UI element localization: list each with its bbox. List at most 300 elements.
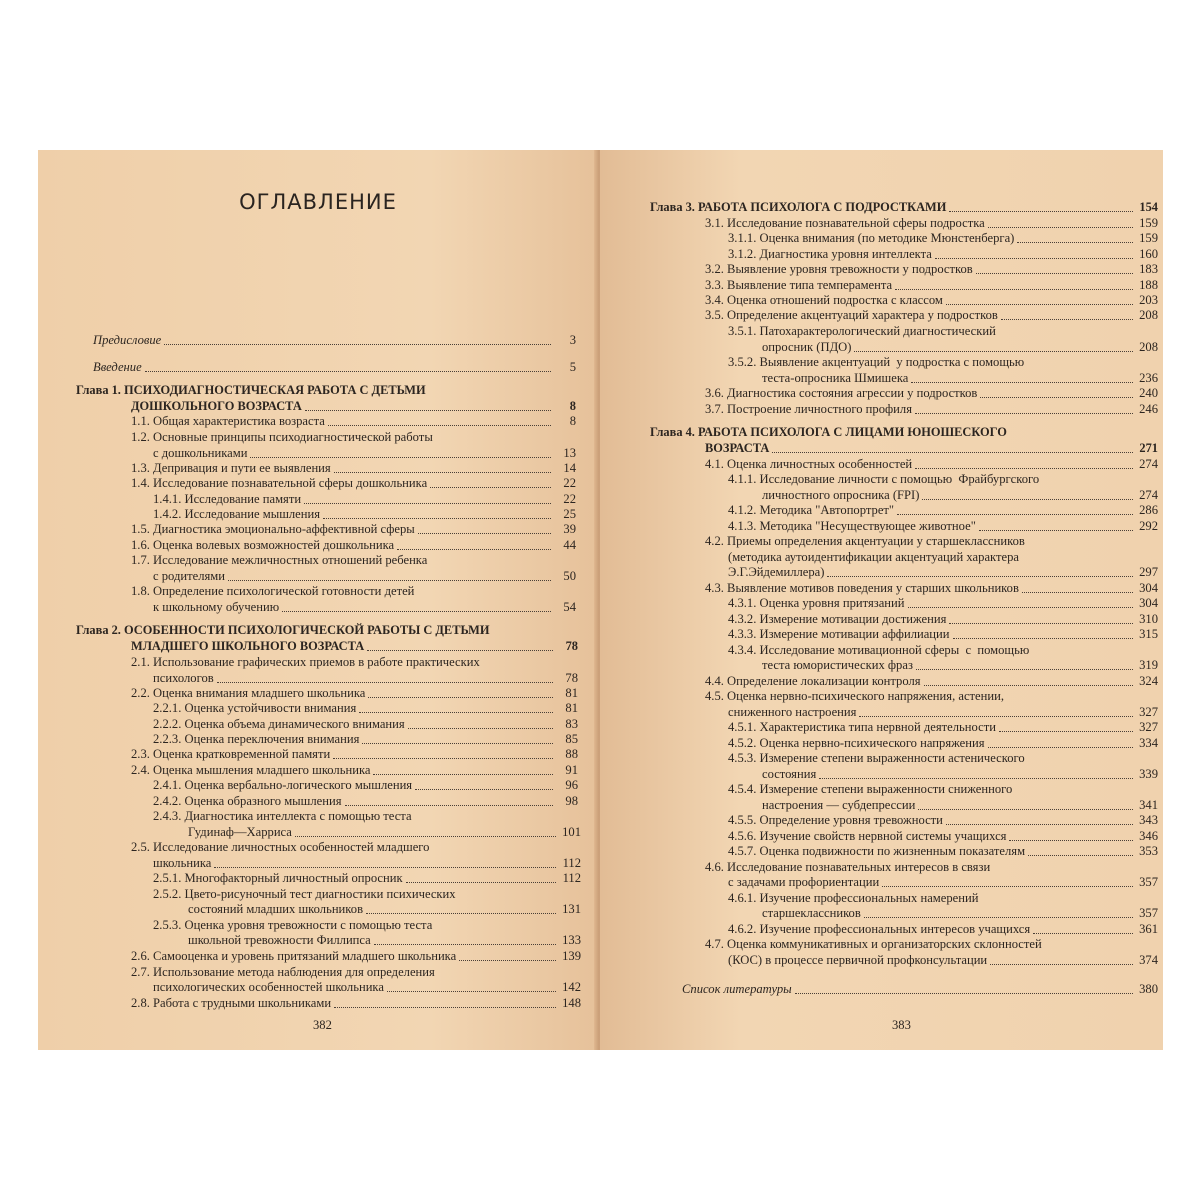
toc-entry-title: Глава 4. РАБОТА ПСИХОЛОГА С ЛИЦАМИ ЮНОШЕСКОГО [650, 425, 1007, 439]
toc-entry-title: теста-опросника Шмишека [762, 371, 909, 385]
toc-entry-title: 4.5.2. Оценка нервно-психического напряжения [728, 736, 985, 750]
toc-entry [762, 371, 1158, 386]
toc-entry-page: 188 [1139, 278, 1158, 292]
toc-entry-page: 101 [562, 825, 581, 839]
toc-entry-page: 286 [1139, 503, 1158, 517]
toc-entry-title: школьника [153, 856, 212, 870]
dot-leader [250, 457, 551, 458]
toc-entry [705, 674, 1158, 689]
toc-entry-title: 4.3.1. Оценка уровня притязаний [728, 596, 905, 610]
toc-entry-page: 310 [1139, 612, 1158, 626]
dot-leader [328, 425, 551, 426]
toc-entry-title: 2.3. Оценка кратковременной памяти [131, 747, 331, 761]
dot-leader [406, 882, 556, 883]
toc-entry-title: психологов [153, 671, 214, 685]
page-number-right: 383 [892, 1018, 911, 1032]
toc-entry-page: 334 [1139, 736, 1158, 750]
dot-leader [988, 227, 1133, 228]
toc-entry-page: 361 [1139, 922, 1158, 936]
dot-leader [795, 993, 1133, 994]
toc-entry-page: 271 [1139, 441, 1158, 455]
toc-entry [131, 476, 576, 491]
dot-leader [214, 867, 556, 868]
toc-entry-title: Предисловие [93, 333, 162, 347]
toc-entry-page: 357 [1139, 875, 1158, 889]
toc-entry-page: 139 [562, 949, 581, 963]
toc-entry-page: 346 [1139, 829, 1158, 843]
toc-entry-page: 88 [565, 747, 578, 761]
toc-entry-title: 4.1.3. Методика "Несуществующее животное" [728, 519, 976, 533]
toc-entry-title: 1.8. Определение психологической готовности детей [131, 584, 415, 598]
toc-entry-page: 327 [1139, 705, 1158, 719]
toc-entry-title: 4.5.6. Изучение свойств нервной системы учащихся [728, 829, 1007, 843]
toc-entry-title: к школьному обучению [153, 600, 280, 614]
toc-entry-title: 1.4.1. Исследование памяти [153, 492, 302, 506]
toc-entry-title: 3.1.2. Диагностика уровня интеллекта [728, 247, 932, 261]
toc-entry-title: 3.6. Диагностика состояния агрессии у подростков [705, 386, 978, 400]
dot-leader [854, 351, 1133, 352]
toc-entry [762, 906, 1158, 921]
toc-entry-title: Глава 3. РАБОТА ПСИХОЛОГА С ПОДРОСТКАМИ [650, 200, 947, 214]
toc-entry [728, 612, 1158, 627]
toc-entry [93, 333, 576, 348]
toc-entry-title: 3.2. Выявление уровня тревожности у подростков [705, 262, 973, 276]
dot-leader [334, 472, 551, 473]
toc-entry [762, 488, 1158, 503]
toc-entry-title: с задачами профориентации [728, 875, 880, 889]
toc-entry-title: ДОШКОЛЬНОГО ВОЗРАСТА [131, 399, 302, 413]
toc-entry [728, 519, 1158, 534]
dot-leader [459, 960, 556, 961]
toc-entry [131, 414, 576, 429]
dot-leader [1033, 933, 1133, 934]
toc-entry [131, 996, 581, 1011]
toc-entry-title: 2.2. Оценка внимания младшего школьника [131, 686, 366, 700]
toc-entry-title: 4.6.2. Изучение профессиональных интересов учащихся [728, 922, 1031, 936]
toc-entry [131, 430, 433, 445]
dot-leader [418, 533, 551, 534]
dot-leader [430, 487, 551, 488]
toc-entry-title: школьной тревожности Филлипса [188, 933, 371, 947]
toc-entry-page: 148 [562, 996, 581, 1010]
toc-entry-title: настроения — субдепрессии [762, 798, 916, 812]
toc-entry-title: 2.2.2. Оценка объема динамического внимания [153, 717, 405, 731]
toc-entry [131, 538, 576, 553]
toc-entry-title: 3.1.1. Оценка внимания (по методике Мюнстенберга) [728, 231, 1015, 245]
toc-entry [728, 782, 1012, 797]
toc-entry-page: 98 [565, 794, 578, 808]
dot-leader [367, 650, 553, 651]
toc-entry-title: Э.Г.Эйдемиллера) [728, 565, 825, 579]
toc-entry-page: 50 [563, 569, 576, 583]
toc-entry [728, 705, 1158, 720]
toc-entry-page: 159 [1139, 231, 1158, 245]
toc-entry [153, 717, 578, 732]
toc-entry [705, 534, 1025, 549]
toc-entry-title: 4.5.7. Оценка подвижности по жизненным показателям [728, 844, 1026, 858]
toc-entry [705, 441, 1158, 456]
toc-entry [728, 627, 1158, 642]
left-toc-entries [38, 150, 598, 1050]
toc-entry-page: 81 [565, 701, 578, 715]
toc-entry [131, 461, 576, 476]
toc-entry-title: опросник (ПДО) [762, 340, 852, 354]
toc-entry-page: 154 [1139, 200, 1158, 214]
toc-entry-title: 1.7. Исследование межличностных отношений ребенка [131, 553, 428, 567]
toc-entry-title: 3.5. Определение акцентуаций характера у подростков [705, 308, 998, 322]
toc-entry [188, 902, 581, 917]
toc-entry-page: 324 [1139, 674, 1158, 688]
dot-leader [915, 413, 1133, 414]
toc-entry [705, 216, 1158, 231]
toc-entry [153, 671, 578, 686]
toc-entry [131, 763, 578, 778]
toc-entry-page: 203 [1139, 293, 1158, 307]
toc-entry-title: 4.5.1. Характеристика типа нервной деятельности [728, 720, 996, 734]
dot-leader [819, 778, 1133, 779]
dot-leader [304, 503, 551, 504]
toc-entry-page: 39 [563, 522, 576, 536]
toc-entry-title: 2.4. Оценка мышления младшего школьника [131, 763, 371, 777]
toc-entry [728, 875, 1158, 890]
toc-entry [728, 596, 1158, 611]
toc-entry-title: 4.1. Оценка личностных особенностей [705, 457, 913, 471]
dot-leader [374, 944, 556, 945]
toc-entry [153, 446, 576, 461]
dot-leader [911, 382, 1133, 383]
dot-leader [333, 758, 553, 759]
toc-entry-title: 2.5. Исследование личностных особенностей младшего [131, 840, 430, 854]
toc-entry-page: 14 [563, 461, 576, 475]
toc-entry-title: с дошкольниками [153, 446, 248, 460]
toc-entry-page: 236 [1139, 371, 1158, 385]
toc-entry-title: Введение [93, 360, 142, 374]
toc-entry [728, 355, 1024, 370]
toc-entry [76, 383, 426, 398]
dot-leader [908, 607, 1133, 608]
toc-entry-page: 374 [1139, 953, 1158, 967]
toc-entry-page: 292 [1139, 519, 1158, 533]
dot-leader [864, 917, 1133, 918]
toc-entry-title: 4.5. Оценка нервно-психического напряжения, астении, [705, 689, 1005, 703]
dot-leader [990, 964, 1133, 965]
toc-entry [153, 600, 576, 615]
toc-entry [131, 655, 480, 670]
toc-entry [188, 825, 581, 840]
dot-leader [415, 789, 553, 790]
toc-entry-page: 304 [1139, 596, 1158, 610]
right-toc-entries [600, 150, 1163, 1050]
toc-entry [705, 402, 1158, 417]
toc-entry-title: 2.1. Использование графических приемов в работе практических [131, 655, 480, 669]
toc-entry-title: 4.1.2. Методика "Автопортрет" [728, 503, 895, 517]
dot-leader [999, 731, 1133, 732]
toc-entry-title: 1.6. Оценка волевых возможностей дошкольника [131, 538, 395, 552]
dot-leader [282, 611, 551, 612]
toc-entry-title: 4.3.3. Измерение мотивации аффилиации [728, 627, 950, 641]
toc-entry [153, 507, 576, 522]
toc-entry [705, 689, 1004, 704]
dot-leader [953, 638, 1133, 639]
toc-entry-title: 1.5. Диагностика эмоционально-аффективной сферы [131, 522, 415, 536]
dot-leader [897, 514, 1133, 515]
dot-leader [1022, 592, 1133, 593]
toc-entry-page: 343 [1139, 813, 1158, 827]
toc-entry-title: Глава 2. ОСОБЕННОСТИ ПСИХОЛОГИЧЕСКОЙ РАБОТЫ С ДЕТЬМИ [76, 623, 490, 637]
toc-entry [131, 949, 581, 964]
dot-leader [859, 716, 1133, 717]
toc-entry-title: с родителями [153, 569, 225, 583]
toc-entry-page: 327 [1139, 720, 1158, 734]
toc-entry-page: 183 [1139, 262, 1158, 276]
toc-entry [728, 550, 1019, 565]
toc-entry [153, 732, 578, 747]
toc-entry-page: 240 [1139, 386, 1158, 400]
toc-entry-title: 3.1. Исследование познавательной сферы подростка [705, 216, 985, 230]
toc-entry [728, 829, 1158, 844]
page-number-left: 382 [313, 1018, 332, 1032]
toc-entry [728, 736, 1158, 751]
toc-entry-page: 357 [1139, 906, 1158, 920]
toc-entry [131, 686, 578, 701]
toc-entry [131, 584, 414, 599]
dot-leader [949, 211, 1133, 212]
toc-entry [728, 643, 1029, 658]
toc-entry-title: Гудинаф—Харриса [188, 825, 292, 839]
toc-entry [728, 324, 996, 339]
toc-entry-page: 83 [565, 717, 578, 731]
dot-leader [387, 991, 556, 992]
toc-entry-title: 4.6.1. Изучение профессиональных намерений [728, 891, 979, 905]
toc-entry-page: 142 [562, 980, 581, 994]
toc-entry-page: 54 [563, 600, 576, 614]
toc-entry-title: 1.3. Депривация и пути ее выявления [131, 461, 331, 475]
toc-entry-page: 8 [569, 399, 576, 413]
toc-entry-page: 341 [1139, 798, 1158, 812]
toc-entry-page: 131 [562, 902, 581, 916]
toc-entry-page: 91 [565, 763, 578, 777]
dot-leader [895, 289, 1133, 290]
toc-entry [728, 813, 1158, 828]
toc-entry [131, 639, 578, 654]
toc-entry [762, 767, 1158, 782]
toc-entry [153, 701, 578, 716]
toc-entry-page: 8 [569, 414, 576, 428]
toc-entry-title: 2.8. Работа с трудными школьниками [131, 996, 332, 1010]
book-spread [38, 150, 1163, 1050]
toc-entry [650, 200, 1158, 215]
toc-entry [728, 565, 1158, 580]
toc-entry-page: 319 [1139, 658, 1158, 672]
toc-entry [153, 809, 412, 824]
toc-entry-title: Глава 1. ПСИХОДИАГНОСТИЧЕСКАЯ РАБОТА С ДЕТЬМИ [76, 383, 426, 397]
dot-leader [323, 518, 551, 519]
toc-entry-page: 112 [562, 871, 581, 885]
dot-leader [946, 824, 1133, 825]
dot-leader [408, 728, 553, 729]
toc-entry-title: 1.4. Исследование познавательной сферы дошкольника [131, 476, 428, 490]
dot-leader [882, 886, 1133, 887]
dot-leader [949, 623, 1133, 624]
toc-entry [728, 953, 1158, 968]
toc-entry-title: психологических особенностей школьника [153, 980, 384, 994]
toc-entry-title: 4.6. Исследование познавательных интересов в связи [705, 860, 991, 874]
toc-entry-page: 96 [565, 778, 578, 792]
dot-leader [924, 685, 1133, 686]
toc-entry-title: 1.2. Основные принципы психодиагностической работы [131, 430, 433, 444]
dot-leader [228, 580, 551, 581]
toc-entry-title: состояний младших школьников [188, 902, 364, 916]
toc-entry [153, 778, 578, 793]
toc-entry-title: ВОЗРАСТА [705, 441, 770, 455]
toc-entry-title: 4.2. Приемы определения акцентуации у старшеклассников [705, 534, 1025, 548]
toc-entry-title: Список литературы [682, 982, 792, 996]
dot-leader [1028, 855, 1133, 856]
dot-leader [980, 397, 1133, 398]
toc-entry-page: 380 [1139, 982, 1158, 996]
toc-entry-title: состояния [762, 767, 817, 781]
dot-leader [362, 743, 553, 744]
toc-entry [728, 503, 1158, 518]
toc-entry [153, 569, 576, 584]
toc-entry [188, 933, 581, 948]
toc-entry-page: 208 [1139, 340, 1158, 354]
toc-entry-page: 353 [1139, 844, 1158, 858]
dot-leader [164, 344, 551, 345]
toc-entry [76, 623, 490, 638]
toc-entry-page: 274 [1139, 457, 1158, 471]
toc-entry [705, 278, 1158, 293]
toc-entry [728, 891, 978, 906]
toc-entry [153, 887, 456, 902]
toc-entry-page: 112 [562, 856, 581, 870]
toc-entry-page: 208 [1139, 308, 1158, 322]
dot-leader [345, 805, 554, 806]
toc-entry [131, 747, 578, 762]
toc-entry-title: 2.4.1. Оценка вербально-логического мышления [153, 778, 413, 792]
toc-entry [153, 492, 576, 507]
toc-entry [153, 856, 581, 871]
dot-leader [305, 410, 551, 411]
toc-entry-title: 4.1.1. Исследование личности с помощью Фрайбургского [728, 472, 1040, 486]
toc-entry-page: 133 [562, 933, 581, 947]
toc-entry-title: 4.4. Определение локализации контроля [705, 674, 921, 688]
toc-entry [153, 871, 581, 886]
toc-entry [131, 840, 429, 855]
toc-entry [728, 720, 1158, 735]
toc-entry-page: 22 [563, 492, 576, 506]
toc-entry-page: 78 [565, 671, 578, 685]
toc-entry [153, 918, 432, 933]
toc-entry-page: 304 [1139, 581, 1158, 595]
toc-entry [705, 457, 1158, 472]
dot-leader [145, 371, 551, 372]
toc-entry-page: 297 [1139, 565, 1158, 579]
toc-entry [705, 937, 1042, 952]
toc-entry-title: 4.3.2. Измерение мотивации достижения [728, 612, 947, 626]
toc-entry [705, 581, 1158, 596]
dot-leader [217, 682, 553, 683]
toc-entry [705, 308, 1158, 323]
left-page [38, 150, 598, 1050]
toc-entry [93, 360, 576, 375]
toc-entry [728, 472, 1039, 487]
toc-entry-title: 3.5.1. Патохарактерологический диагностический [728, 324, 996, 338]
toc-entry-page: 246 [1139, 402, 1158, 416]
dot-leader [988, 747, 1133, 748]
toc-entry-page: 44 [563, 538, 576, 552]
toc-entry [728, 751, 1025, 766]
toc-entry [131, 553, 427, 568]
toc-entry-page: 274 [1139, 488, 1158, 502]
toc-entry [705, 386, 1158, 401]
toc-entry-page: 13 [563, 446, 576, 460]
toc-entry [650, 425, 1007, 440]
toc-entry-title: 2.5.3. Оценка уровня тревожности с помощью теста [153, 918, 433, 932]
dot-leader [373, 774, 553, 775]
toc-entry [682, 982, 1158, 997]
right-page [600, 150, 1163, 1050]
toc-entry [153, 794, 578, 809]
toc-entry-title: теста юмористических фраз [762, 658, 913, 672]
toc-entry-title: личностного опросника (FPI) [762, 488, 920, 502]
toc-entry-title: 4.3. Выявление мотивов поведения у старших школьников [705, 581, 1019, 595]
toc-entry-title: 4.5.5. Определение уровня тревожности [728, 813, 943, 827]
toc-entry-page: 81 [565, 686, 578, 700]
dot-leader [946, 304, 1133, 305]
toc-entry-page: 25 [563, 507, 576, 521]
toc-entry [705, 262, 1158, 277]
toc-entry [762, 340, 1158, 355]
toc-entry [131, 399, 576, 414]
dot-leader [295, 836, 556, 837]
toc-entry-title: 2.4.2. Оценка образного мышления [153, 794, 342, 808]
toc-entry [705, 860, 990, 875]
toc-entry [728, 231, 1158, 246]
toc-entry-page: 85 [565, 732, 578, 746]
toc-entry-title: 3.4. Оценка отношений подростка с классом [705, 293, 943, 307]
toc-entry [131, 522, 576, 537]
toc-entry [762, 658, 1158, 673]
toc-entry-page: 3 [569, 333, 576, 347]
dot-leader [976, 273, 1133, 274]
toc-entry-title: (КОС) в процессе первичной профконсультации [728, 953, 988, 967]
dot-leader [1017, 242, 1133, 243]
toc-entry-title: 4.3.4. Исследование мотивационной сферы с помощью [728, 643, 1030, 657]
toc-entry [153, 980, 581, 995]
dot-leader [922, 499, 1133, 500]
dot-leader [915, 468, 1133, 469]
toc-entry-title: 2.5.1. Многофакторный личностный опросник [153, 871, 403, 885]
toc-entry-title: 2.2.3. Оценка переключения внимания [153, 732, 360, 746]
dot-leader [916, 669, 1133, 670]
toc-entry [728, 844, 1158, 859]
toc-entry-title: 3.5.2. Выявление акцентуаций у подростка с помощью [728, 355, 1025, 369]
toc-entry-title: старшеклассников [762, 906, 861, 920]
toc-entry [705, 293, 1158, 308]
toc-entry-title: 2.7. Использование метода наблюдения для определения [131, 965, 435, 979]
dot-leader [366, 913, 556, 914]
toc-entry [131, 965, 435, 980]
toc-entry-title: 2.2.1. Оценка устойчивости внимания [153, 701, 357, 715]
toc-entry-title: 3.3. Выявление типа темперамента [705, 278, 893, 292]
toc-entry-title: 4.5.3. Измерение степени выраженности астенического [728, 751, 1025, 765]
toc-entry-page: 5 [569, 360, 576, 374]
toc-entry-title: 1.4.2. Исследование мышления [153, 507, 321, 521]
toc-entry-title: 2.5.2. Цвето-рисуночный тест диагностики психических [153, 887, 456, 901]
toc-entry-page: 315 [1139, 627, 1158, 641]
dot-leader [334, 1007, 556, 1008]
